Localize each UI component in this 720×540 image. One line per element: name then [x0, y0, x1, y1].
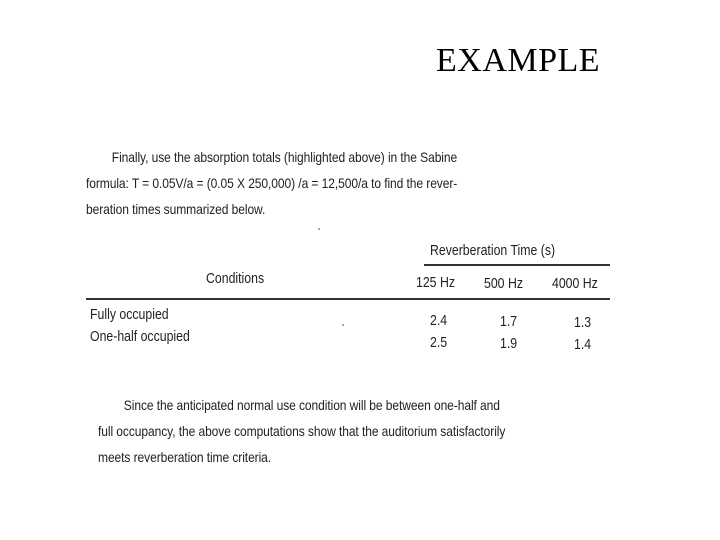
column-header-4000hz: 4000 Hz [552, 275, 598, 292]
row-value-4000hz: 1.4 [574, 336, 592, 353]
row-condition: One-half occupied [90, 328, 190, 345]
scan-speck [318, 228, 320, 230]
slide-title: EXAMPLE [436, 42, 601, 79]
conditions-header: Conditions [206, 270, 265, 287]
row-condition: Fully occupied [90, 306, 169, 323]
conclusion-line: meets reverberation time criteria. [98, 449, 272, 465]
table-header-rule [86, 298, 610, 300]
intro-line: beration times summarized below. [86, 201, 266, 217]
row-value-125hz: 2.4 [430, 312, 448, 329]
conclusion-paragraph [98, 392, 505, 470]
column-header-500hz: 500 Hz [484, 275, 523, 292]
column-header-125hz: 125 Hz [416, 274, 455, 291]
row-value-4000hz: 1.3 [574, 314, 592, 331]
intro-paragraph [86, 144, 457, 222]
row-value-500hz: 1.9 [500, 335, 518, 352]
scanned-text-block [86, 136, 626, 466]
conclusion-line: full occupancy, the above computations show that the auditorium satisfactorily [98, 423, 506, 439]
row-value-500hz: 1.7 [500, 313, 518, 330]
group-header-rule [424, 264, 610, 266]
row-value-125hz: 2.5 [430, 334, 448, 351]
intro-line: formula: T = 0.05V/a = (0.05 X 250,000) /a = 12,500/a to find the rever- [86, 175, 458, 191]
scan-speck [342, 324, 344, 326]
reverberation-time-header: Reverberation Time (s) [430, 242, 556, 259]
conclusion-line: Since the anticipated normal use condition will be between one-half and [123, 397, 500, 413]
intro-line: Finally, use the absorption totals (highlighted above) in the Sabine [111, 149, 458, 165]
